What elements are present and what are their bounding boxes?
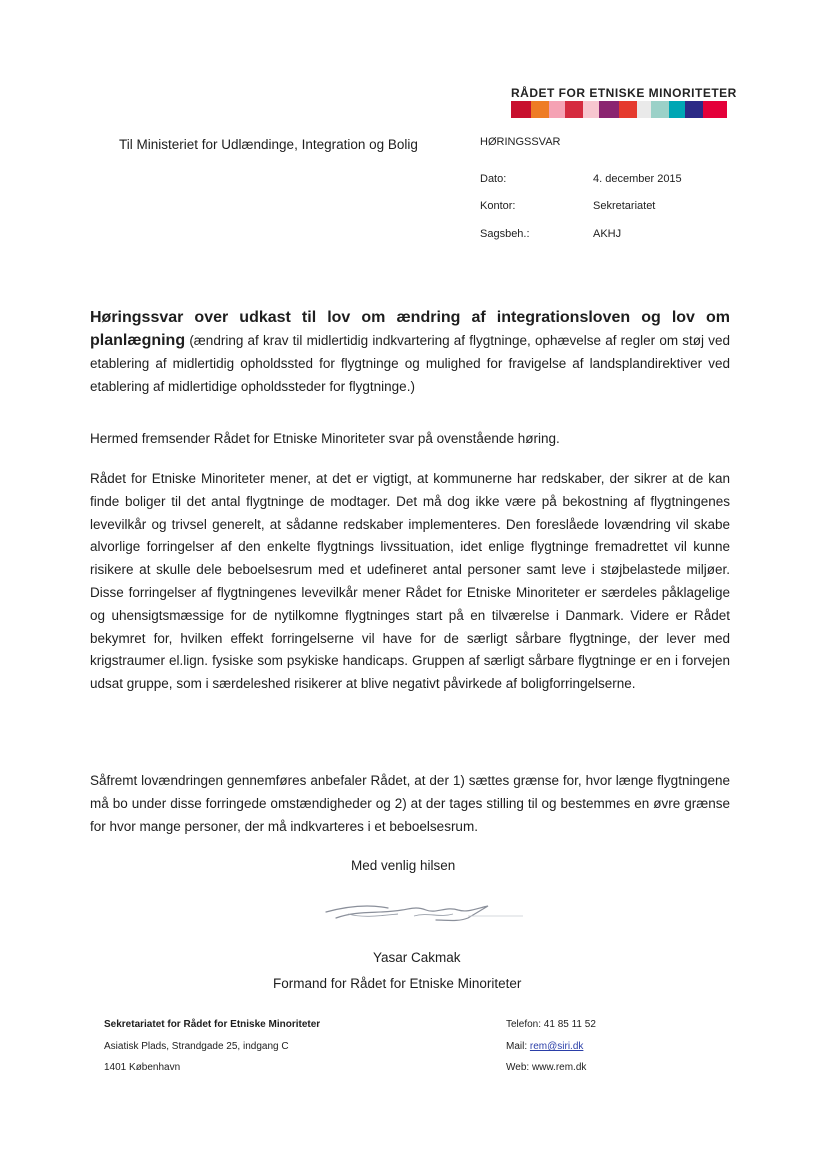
logo-color-segment [669,101,685,118]
signer-name: Yasar Cakmak [373,950,461,965]
body-paragraph-1: Hermed fremsender Rådet for Etniske Minoriteter svar på ovenstående høring. [90,431,560,446]
logo-color-segment [619,101,637,118]
logo-color-segment [565,101,583,118]
logo-color-segment [637,101,651,118]
document-type: HØRINGSSVAR [480,136,561,148]
footer-mail [506,1041,583,1052]
date-value: 4. december 2015 [593,173,682,185]
date-label: Dato: [480,173,507,185]
logo-color-segment [549,101,565,118]
signer-title: Formand for Rådet for Etniske Minoriteter [273,976,522,991]
org-logo-color-bar [511,101,727,118]
logo-color-segment [685,101,703,118]
logo-color-segment [599,101,619,118]
body-paragraph-2: Rådet for Etniske Minoriteter mener, at det er vigtigt, at kommunerne har redskaber, der sikrer at de kan finde boliger til det antal flygtninge de modtager. Det må dog ikke være på bekostning af flygtningenes levevilkår og trivsel generelt, at sådanne redskaber implementeres. Den foreslåede lovændring vil skabe alvorlige forringelser af den enkelte flygtnings livssituation, idet enlige flygtninge fremadrettet vil kunne risikere at skulle dele beboelsesrum med et udefineret antal personer samt leve i støjbelastede miljøer. Disse forringelser af flygtningenes levevilkår mener Rådet for Etniske Minoriteter er særdeles påklagelige og uhensigtsmæssige for de nytilkomne flygtninges start på en tilværelse i Danmark. Videre er Rådet bekymret for, hvilken effekt forringelserne vil have for de særligt sårbare flygtninge, der lever med krigstraumer el.lign. fysiske som psykiske handicaps. Gruppen af særligt sårbare flygtninge er en i forvejen udsat gruppe, som i særdeleshed risikerer at blive negativt påvirkede af boligforringelserne. [90,471,730,692]
logo-color-segment [651,101,669,118]
footer-mail-label: Mail: [506,1041,528,1052]
closing: Med venlig hilsen [351,858,456,873]
case-handler-label: Sagsbeh.: [480,228,530,240]
footer-address: Asiatisk Plads, Strandgade 25, indgang C [104,1041,289,1052]
footer-phone: Telefon: 41 85 11 52 [506,1019,596,1030]
logo-color-segment [703,101,727,118]
logo-color-segment [511,101,531,118]
footer-web: Web: www.rem.dk [506,1062,587,1073]
logo-color-segment [531,101,549,118]
recipient: Til Ministeriet for Udlændinge, Integration og Bolig [119,137,418,152]
subject [90,306,730,398]
footer-mail-link[interactable]: rem@siri.dk [529,1041,584,1052]
org-logo-text: RÅDET FOR ETNISKE MINORITETER [511,86,737,100]
handwritten-signature [318,898,528,928]
case-handler-value: AKHJ [593,228,622,240]
logo-color-segment [583,101,599,118]
office-label: Kontor: [480,200,516,212]
subject-details: (ændring af krav til midlertidig indkvartering af flygtninge, ophævelse af regler om støj ved etablering af midlertidig opholdssted for flygtninge og mulighed for fravigelse af landsplandirektiver ved etablering af midlertidige opholdssteder for flygtninge.) [90,333,730,394]
footer-org: Sekretariatet for Rådet for Etniske Minoriteter [104,1019,321,1030]
footer-city: 1401 København [104,1062,181,1073]
body-paragraph-3: Såfremt lovændringen gennemføres anbefaler Rådet, at der 1) sættes grænse for, hvor længe flygtningene må bo under disse forringede omstændigheder og 2) at der tages stilling til og bestemmes en øvre grænse for hvor mange personer, der må indkvarteres i et beboelsesrum. [90,773,730,834]
office-value: Sekretariatet [593,200,656,212]
subject-title: Høringssvar over udkast til lov om ændring af integrationsloven og lov om planlægning [90,309,730,349]
